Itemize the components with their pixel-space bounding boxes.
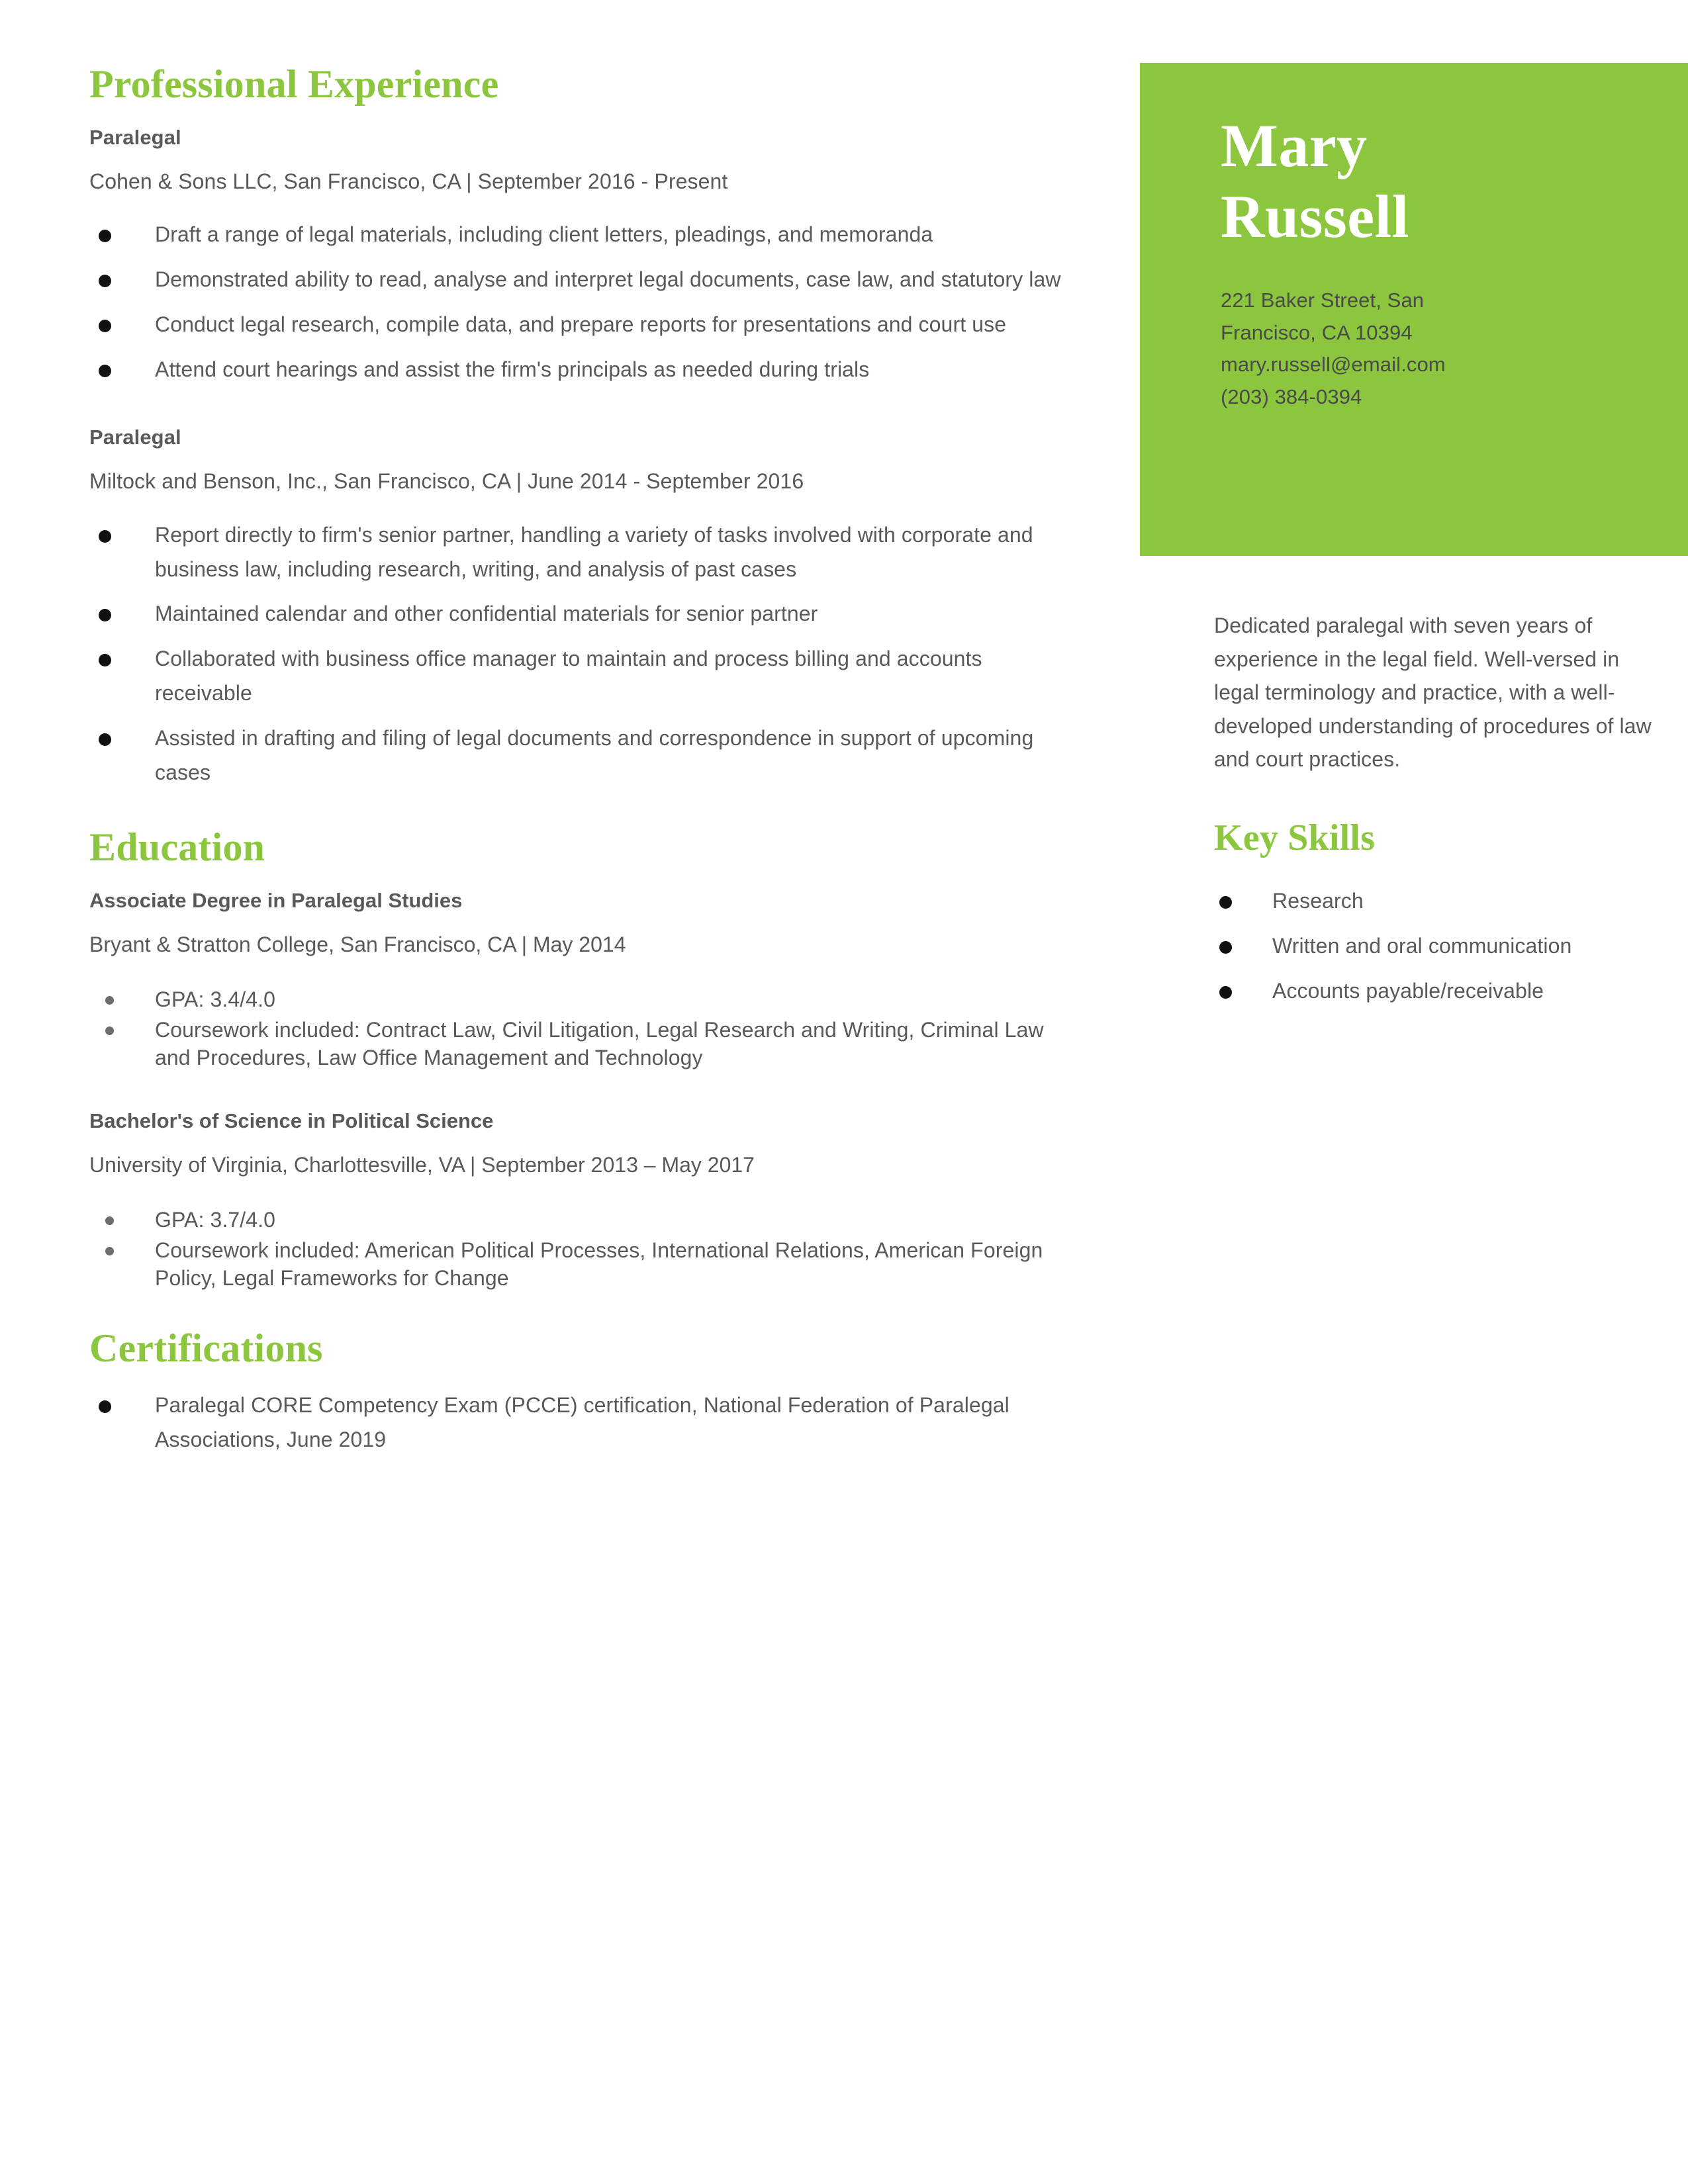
degree-bullet: Coursework included: Contract Law, Civil Litigation, Legal Research and Writing, Criminal Law and Procedures, Law Office Management and Technology: [89, 1016, 1062, 1071]
key-skills-list: [1214, 884, 1664, 1008]
main-content-column: [89, 64, 1062, 1494]
degree-title: Bachelor's of Science in Political Science: [89, 1109, 494, 1132]
degree-title: Associate Degree in Paralegal Studies: [89, 889, 463, 913]
job-bullet: Conduct legal research, compile data, and prepare reports for presentations and court use: [89, 308, 1062, 342]
contact-phone[interactable]: (203) 384-0394: [1221, 385, 1362, 408]
job-bullet: Draft a range of legal materials, including client letters, pleadings, and memoranda: [89, 218, 1062, 252]
education-entry-2: [89, 1108, 1062, 1293]
section-title-professional-experience: Professional Experience: [89, 62, 499, 106]
job-bullet: Report directly to firm's senior partner, handling a variety of tasks involved with corporate and business law, including research, writing, and analysis of past cases: [89, 518, 1062, 587]
job-bullet: Collaborated with business office manager to maintain and process billing and accounts receivable: [89, 642, 1062, 711]
section-title-education: Education: [89, 825, 265, 870]
experience-entry-1: [89, 124, 1062, 387]
job-bullet-list: [89, 218, 1062, 387]
job-title: Paralegal: [89, 125, 181, 149]
degree-bullet: GPA: 3.4/4.0: [89, 985, 1062, 1013]
degree-bullet: Coursework included: American Political Processes, International Relations, American Foreign Policy, Legal Frameworks for Change: [89, 1236, 1062, 1292]
contact-email[interactable]: mary.russell@email.com: [1221, 353, 1446, 377]
first-name: Mary: [1221, 112, 1368, 179]
certification-bullet: Paralegal CORE Competency Exam (PCCE) certification, National Federation of Paralegal Associations, June 2019: [89, 1388, 1062, 1457]
last-name: Russell: [1221, 182, 1409, 250]
section-title-key-skills: Key Skills: [1214, 817, 1376, 858]
skill-item: Research: [1214, 884, 1664, 919]
job-bullet: Assisted in drafting and filing of legal documents and correspondence in support of upcoming cases: [89, 721, 1062, 790]
contact-address-line-2: Francisco, CA 10394: [1221, 320, 1413, 344]
education-entry-1: [89, 887, 1062, 1072]
job-bullet-list: [89, 518, 1062, 790]
skill-item: Accounts payable/receivable: [1214, 974, 1664, 1009]
degree-meta: Bryant & Stratton College, San Francisco, CA | May 2014: [89, 933, 626, 957]
degree-bullet-list: [89, 985, 1062, 1072]
experience-entry-2: [89, 424, 1062, 790]
degree-meta: University of Virginia, Charlottesville, VA | September 2013 – May 2017: [89, 1152, 755, 1177]
job-bullet: Attend court hearings and assist the firm's principals as needed during trials: [89, 353, 1062, 387]
degree-bullet: GPA: 3.7/4.0: [89, 1206, 1062, 1234]
job-meta: Miltock and Benson, Inc., San Francisco, CA | June 2014 - September 2016: [89, 469, 804, 494]
job-bullet: Demonstrated ability to read, analyse and interpret legal documents, case law, and statutory law: [89, 263, 1062, 297]
sidebar-body: [1214, 609, 1664, 1019]
job-bullet: Maintained calendar and other confidential materials for senior partner: [89, 597, 1062, 631]
degree-bullet-list: [89, 1206, 1062, 1293]
professional-summary: Dedicated paralegal with seven years of experience in the legal field. Well-versed in legal terminology and practice, with a well-developed understanding of procedures of law and court practices.: [1214, 614, 1652, 772]
certification-list: [89, 1388, 1062, 1457]
name-header-block: [1140, 63, 1688, 556]
contact-address-line-1: 221 Baker Street, San: [1221, 289, 1425, 312]
contact-block: [1221, 285, 1646, 412]
job-meta: Cohen & Sons LLC, San Francisco, CA | September 2016 - Present: [89, 169, 728, 193]
job-title: Paralegal: [89, 425, 181, 449]
section-title-certifications: Certifications: [89, 1326, 323, 1371]
skill-item: Written and oral communication: [1214, 929, 1664, 964]
